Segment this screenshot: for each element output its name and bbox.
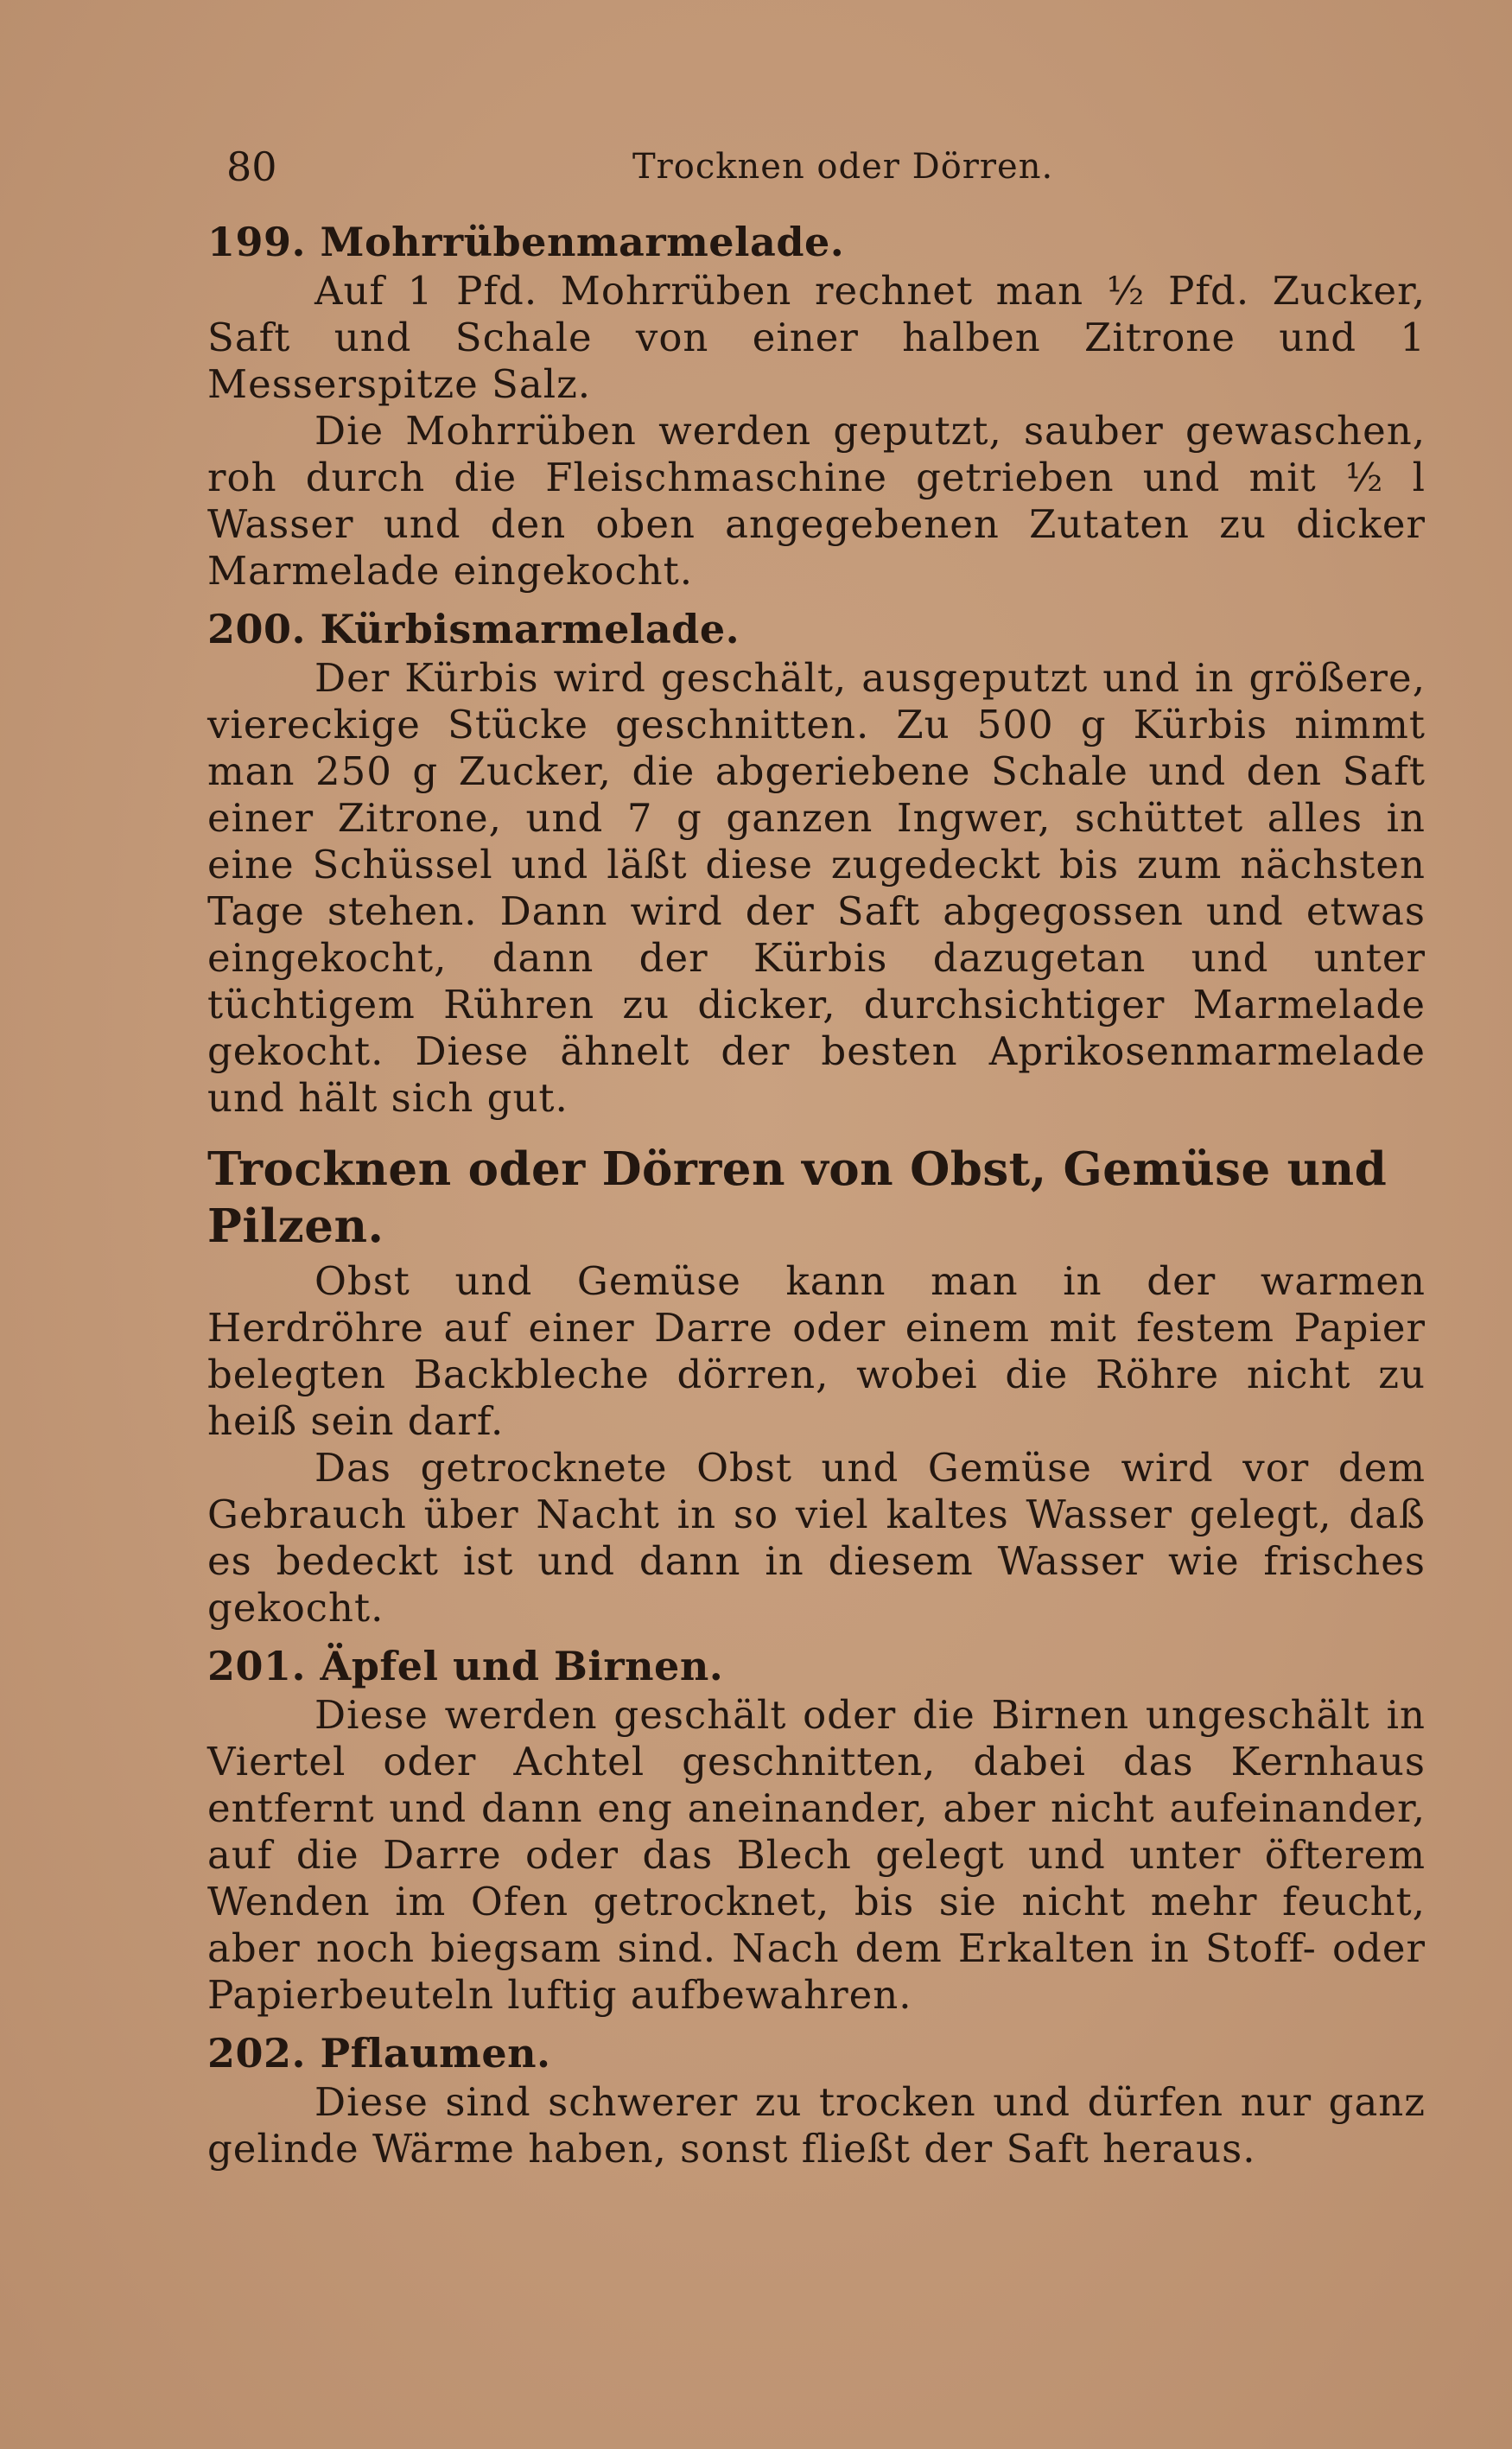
recipe-paragraph: Der Kürbis wird geschält, ausgeputzt und in größere, viereckige Stücke geschnitten. Zu 500 g Kürbis nimmt man 250 g Zucker, die abgeriebene Schale und den Saft einer Zitrone, und 7 g ganzen Ingwer, schüttet alles in eine Schüssel und läßt diese zugedeckt bis zum nächsten Tage stehen. Dann wird der Saft abgegossen und etwas eingekocht, dann der Kürbis dazugetan und unter tüchtigem Rühren zu dicker, durchsichtiger Marmelade gekocht. Diese ähnelt der besten Aprikosenmarmelade und hält sich gut. bbox=[207, 655, 1426, 1121]
recipe-199 bbox=[207, 216, 1426, 595]
recipe-paragraph: Die Mohrrüben werden geputzt, sauber gewaschen, roh durch die Fleischmaschine getrieben und mit ½ l Wasser und den oben angegebenen Zutaten zu dicker Marmelade eingekocht. bbox=[207, 408, 1426, 594]
recipe-title: 201. Äpfel und Birnen. bbox=[207, 1643, 724, 1689]
recipe-paragraph: Diese sind schwerer zu trocken und dürfen nur ganz gelinde Wärme haben, sonst fließt der Saft heraus. bbox=[207, 2079, 1426, 2172]
section-paragraph: Obst und Gemüse kann man in der warmen Herdröhre auf einer Darre oder einem mit festem Papier belegten Backbleche dörren, wobei die Röhre nicht zu heiß sein darf. bbox=[207, 1258, 1426, 1444]
recipe-title: 199. Mohrrübenmarmelade. bbox=[207, 219, 845, 265]
page-header bbox=[226, 137, 1427, 197]
recipe-title: 202. Pflaumen. bbox=[207, 2030, 551, 2077]
recipe-title: 200. Kürbismarmelade. bbox=[207, 606, 740, 652]
section-paragraph: Das getrocknete Obst und Gemüse wird vor dem Gebrauch über Nacht in so viel kaltes Wasser gelegt, daß es bedeckt ist und dann in diesem Wasser wie frisches gekocht. bbox=[207, 1445, 1426, 1631]
recipe-200 bbox=[207, 603, 1426, 1122]
recipe-201 bbox=[207, 1640, 1426, 2019]
page-content bbox=[207, 216, 1426, 2172]
section-heading: Trocknen oder Dörren von Obst, Gemüse und Pilzen. bbox=[207, 1142, 1388, 1253]
page-number: 80 bbox=[226, 143, 277, 190]
running-title: Trocknen oder Dörren. bbox=[632, 147, 1054, 187]
drying-section bbox=[207, 1141, 1426, 1632]
recipe-paragraph: Diese werden geschält oder die Birnen ungeschält in Viertel oder Achtel geschnitten, dabei das Kernhaus entfernt und dann eng aneinander, aber nicht aufeinander, auf die Darre oder das Blech gelegt und unter öfterem Wenden im Ofen getrocknet, bis sie nicht mehr feucht, aber noch biegsam sind. Nach dem Erkalten in Stoff- oder Papierbeuteln luftig aufbewahren. bbox=[207, 1692, 1426, 2018]
recipe-202 bbox=[207, 2027, 1426, 2172]
recipe-paragraph: Auf 1 Pfd. Mohrrüben rechnet man ½ Pfd. Zucker, Saft und Schale von einer halben Zitrone und 1 Messerspitze Salz. bbox=[207, 268, 1426, 407]
